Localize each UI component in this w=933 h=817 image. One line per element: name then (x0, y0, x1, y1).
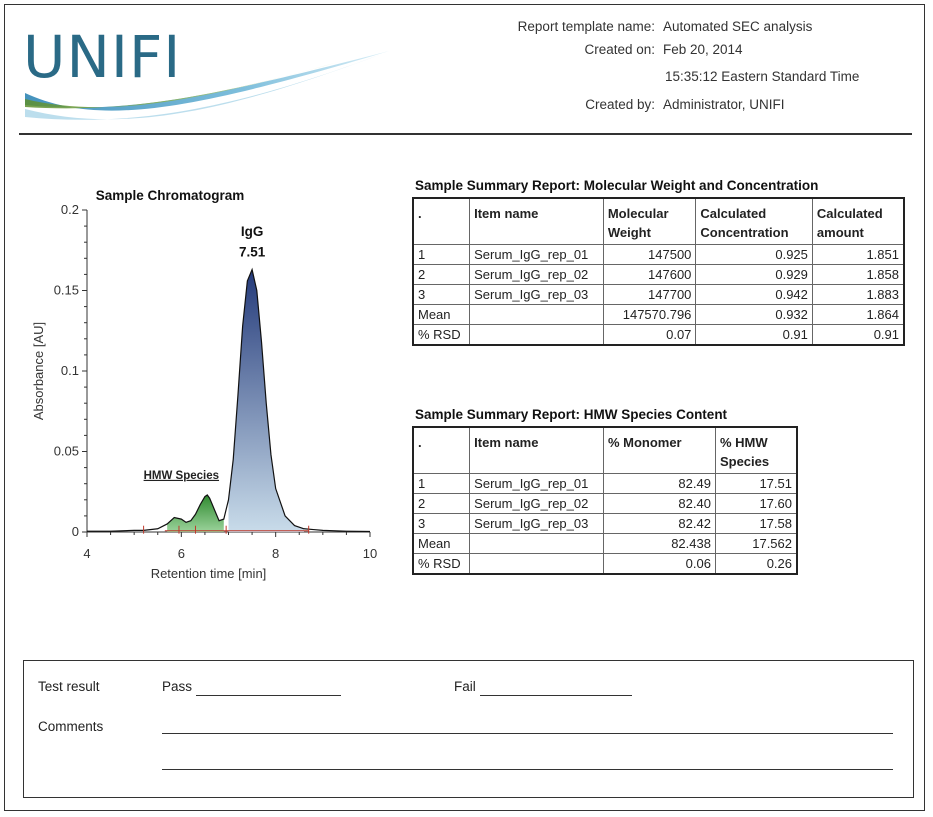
hmw-peak-label: HMW Species (143, 469, 220, 482)
report-page (4, 4, 925, 811)
table-cell: 1.883 (812, 285, 904, 305)
y-tick-label: 0.15 (53, 282, 79, 298)
y-tick-label: 0.05 (53, 443, 79, 459)
table-cell: 17.562 (715, 534, 797, 554)
y-tick-label: 0 (71, 524, 79, 539)
column-header: Calculated Concentration (696, 198, 812, 245)
table-cell: 147500 (603, 245, 696, 265)
table-cell (470, 554, 604, 575)
table-row (413, 474, 797, 494)
template-name-label: Report template name: (517, 19, 655, 34)
table-cell: 0.06 (603, 554, 715, 575)
hmw-species-table (412, 426, 798, 575)
table-header-row (413, 198, 904, 245)
table-cell: 147700 (603, 285, 696, 305)
table-cell: 2 (413, 494, 470, 514)
created-on-label: Created on: (584, 42, 655, 57)
table-cell: % RSD (413, 325, 470, 346)
column-header: . (413, 427, 470, 474)
table-cell: 1.864 (812, 305, 904, 325)
table-cell: Mean (413, 305, 470, 325)
table-cell: 3 (413, 514, 470, 534)
table-cell: 3 (413, 285, 470, 305)
table-cell: 82.40 (603, 494, 715, 514)
created-by-value: Administrator, UNIFI (663, 97, 785, 112)
table-cell (470, 325, 604, 346)
fail-line[interactable] (480, 695, 632, 696)
x-tick-label: 4 (83, 546, 91, 561)
table-cell: % RSD (413, 554, 470, 575)
y-tick-label: 0.2 (60, 202, 79, 217)
column-header: . (413, 198, 470, 245)
table-cell: 1.851 (812, 245, 904, 265)
table-cell: Serum_IgG_rep_01 (470, 245, 604, 265)
table-cell: 0.91 (696, 325, 812, 346)
table-row (413, 534, 797, 554)
igg-peak-label: IgG (240, 223, 264, 239)
table-header-row (413, 427, 797, 474)
sample-chromatogram (25, 180, 385, 600)
table-cell: 1 (413, 474, 470, 494)
table-row (413, 245, 904, 265)
table-cell: Serum_IgG_rep_03 (470, 514, 604, 534)
table-row (413, 514, 797, 534)
table-row (413, 325, 904, 346)
test-result-label: Test result (38, 679, 100, 694)
table-cell (470, 305, 604, 325)
table-cell: Serum_IgG_rep_02 (470, 494, 604, 514)
logo-text: UNIFI (23, 23, 182, 91)
comments-line-1[interactable] (162, 733, 893, 734)
pass-line[interactable] (196, 695, 341, 696)
created-by-label: Created by: (585, 97, 655, 112)
table-cell: 0.932 (696, 305, 812, 325)
table2-title: Sample Summary Report: HMW Species Content (415, 407, 728, 422)
table-cell: 0.26 (715, 554, 797, 575)
unifi-logo (19, 15, 389, 135)
table-cell: 1 (413, 245, 470, 265)
column-header: % HMW Species (715, 427, 797, 474)
column-header: Item name (470, 427, 604, 474)
header-divider (19, 133, 912, 135)
comments-label: Comments (38, 719, 104, 734)
table-cell: 17.51 (715, 474, 797, 494)
table-cell: 147600 (603, 265, 696, 285)
table-cell: 0.925 (696, 245, 812, 265)
column-header: % Monomer (603, 427, 715, 474)
x-tick-label: 8 (272, 546, 280, 561)
table-cell: 0.942 (696, 285, 812, 305)
table-cell: 0.07 (603, 325, 696, 346)
table-cell: Mean (413, 534, 470, 554)
table-cell: 2 (413, 265, 470, 285)
column-header: Calculated amount (812, 198, 904, 245)
column-header: Molecular Weight (603, 198, 696, 245)
column-header: Item name (470, 198, 604, 245)
table-cell: 82.42 (603, 514, 715, 534)
table-cell: 82.438 (603, 534, 715, 554)
table-row (413, 285, 904, 305)
molecular-weight-table (412, 197, 905, 346)
chart-title: Sample Chromatogram (95, 188, 245, 203)
chromatogram-trace (87, 270, 370, 532)
table-row (413, 494, 797, 514)
table-cell: 147570.796 (603, 305, 696, 325)
y-tick-label: 0.1 (60, 363, 79, 378)
table1-title: Sample Summary Report: Molecular Weight and Concentration (415, 178, 819, 193)
table-cell: 0.91 (812, 325, 904, 346)
table-row (413, 265, 904, 285)
table-cell: 17.58 (715, 514, 797, 534)
fail-label: Fail (454, 679, 476, 694)
test-result-box (23, 660, 914, 798)
table-cell: Serum_IgG_rep_01 (470, 474, 604, 494)
igg-retention-label: 7.51 (238, 244, 266, 260)
table-cell: Serum_IgG_rep_03 (470, 285, 604, 305)
table-row (413, 554, 797, 575)
table-cell: 82.49 (603, 474, 715, 494)
table-cell: Serum_IgG_rep_02 (470, 265, 604, 285)
created-on-date: Feb 20, 2014 (663, 42, 743, 57)
y-axis-label: Absorbance [AU] (31, 321, 46, 421)
x-tick-label: 6 (177, 546, 185, 561)
table-cell (470, 534, 604, 554)
pass-label: Pass (162, 679, 193, 694)
table-cell: 0.929 (696, 265, 812, 285)
table-cell: 17.60 (715, 494, 797, 514)
x-axis-label: Retention time [min] (150, 566, 267, 581)
x-tick-label: 10 (362, 546, 378, 561)
table-row (413, 305, 904, 325)
template-name-value: Automated SEC analysis (663, 19, 813, 34)
table-cell: 1.858 (812, 265, 904, 285)
comments-line-2[interactable] (162, 769, 893, 770)
created-on-time: 15:35:12 Eastern Standard Time (665, 69, 860, 84)
